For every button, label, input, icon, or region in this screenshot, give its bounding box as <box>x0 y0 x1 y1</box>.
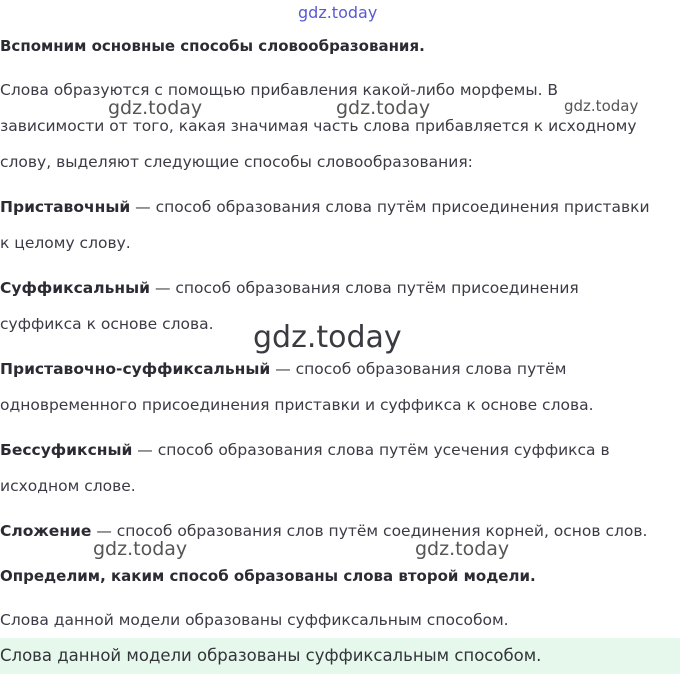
method-term: Приставочно-суффиксальный <box>0 360 271 378</box>
method-definition: — способ образования слова путём присоединения <box>150 279 579 297</box>
section-heading: Определим, каким способ образованы слова второй модели. <box>0 567 536 585</box>
method-definition: — способ образования слова путём <box>270 360 567 378</box>
method-line <box>0 440 610 460</box>
section-heading: Вспомним основные способы словообразования. <box>0 37 425 55</box>
watermark: gdz.today <box>564 97 639 115</box>
answer-block <box>0 638 680 674</box>
method-line: суффикса к основе слова. <box>0 315 214 333</box>
method-term: Приставочный <box>0 198 131 216</box>
watermark: gdz.today <box>415 538 510 560</box>
intro-line: слову, выделяют следующие способы словообразования: <box>0 153 473 171</box>
method-term: Бессуфиксный <box>0 441 133 459</box>
intro-line: зависимости от того, какая значимая часть слова прибавляется к исходному <box>0 117 637 135</box>
method-term: Сложение <box>0 522 92 540</box>
conclusion-text: Слова данной модели образованы суффиксальным способом. <box>0 611 509 629</box>
watermark: gdz.today <box>298 3 378 22</box>
method-line <box>0 521 647 541</box>
method-line: одновременного присоединения приставки и суффикса к основе слова. <box>0 396 594 414</box>
method-definition: — способ образования слова путём усечения суффикса в <box>132 441 610 459</box>
watermark: gdz.today <box>336 97 431 119</box>
method-definition: — способ образования слов путём соединения корней, основ слов. <box>91 522 648 540</box>
method-line <box>0 359 567 379</box>
method-line: к целому слову. <box>0 234 131 252</box>
watermark: gdz.today <box>108 97 203 119</box>
watermark: gdz.today <box>93 538 188 560</box>
watermark: gdz.today <box>253 320 402 355</box>
method-line <box>0 197 650 217</box>
method-line <box>0 278 579 298</box>
method-term: Суффиксальный <box>0 279 151 297</box>
method-line: исходном слове. <box>0 477 136 495</box>
answer-text: Слова данной модели образованы суффиксальным способом. <box>0 646 542 665</box>
method-definition: — способ образования слова путём присоединения приставки <box>130 198 650 216</box>
intro-line: Слова образуются с помощью прибавления какой-либо морфемы. В <box>0 81 559 99</box>
